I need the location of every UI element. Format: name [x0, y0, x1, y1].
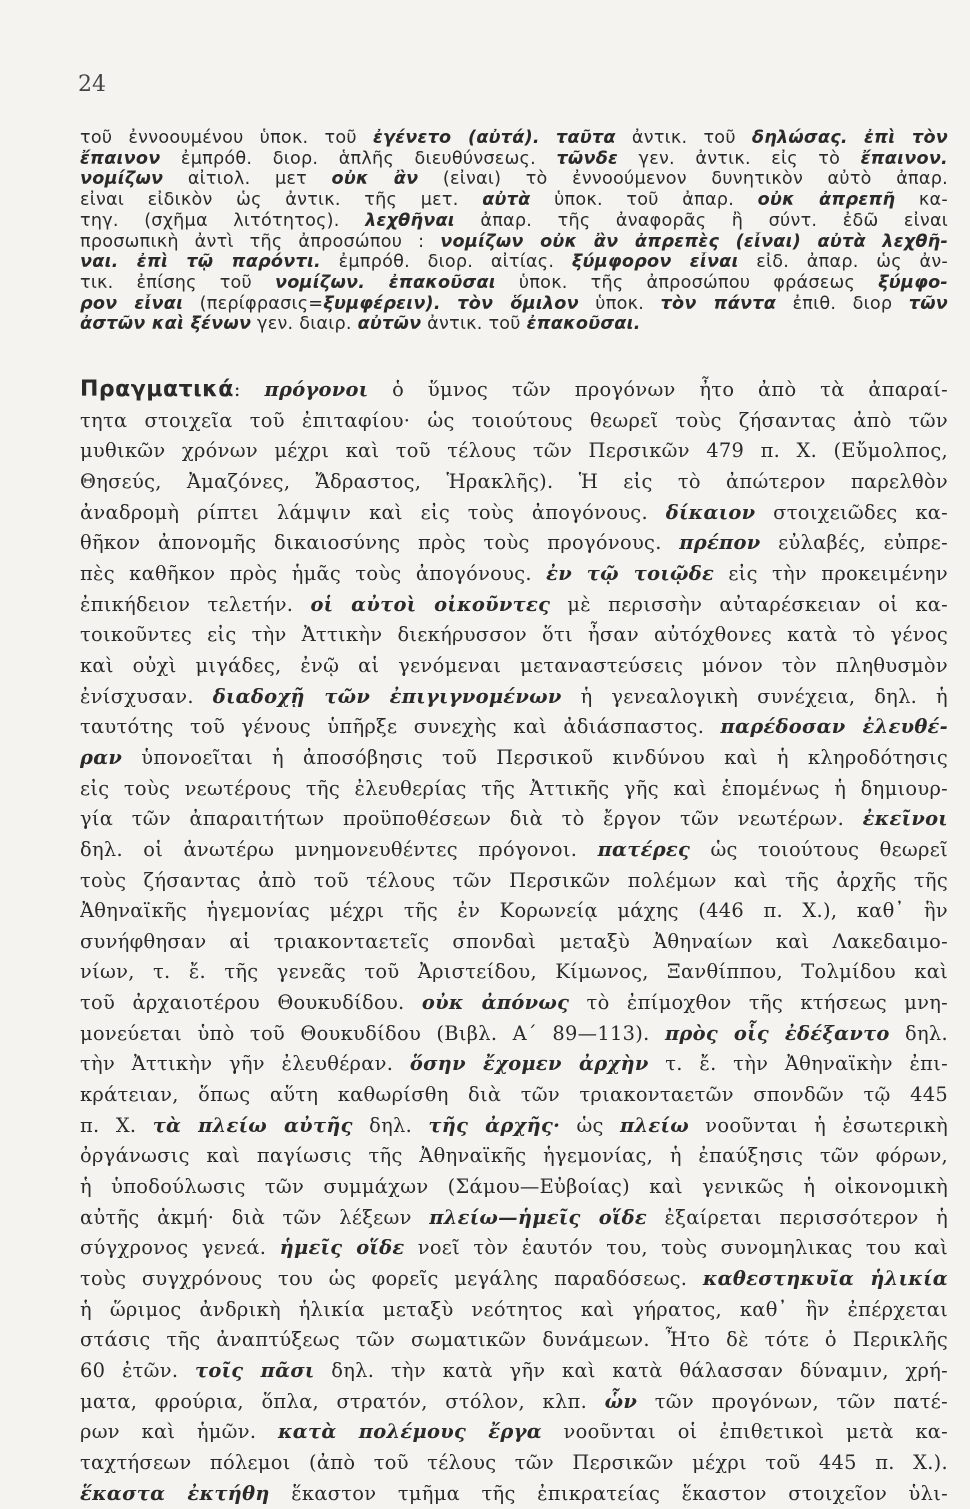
emphasized-term: ἐν τῷ τοιῷδε [546, 561, 715, 585]
emphasized-term: παρέδοσαν ἐλευθέ- [720, 715, 948, 739]
emphasized-term: ὧν [604, 1389, 638, 1413]
text-span: ὁ ὕμνος τῶν προγόνων ἦτο ἀπὸ τὰ ἀπαραί- [368, 378, 948, 401]
emphasized-term: ὅσην ἔχομεν ἀρχὴν [409, 1052, 649, 1076]
text-span: τοικοῦντες εἰς τὴν Ἀττικὴν διεκήρυσσον ὅτι ἦσαν αὐτόχθονες κατὰ τὸ γένος [80, 623, 948, 647]
text-line [80, 211, 948, 232]
commentary-section [80, 375, 948, 1509]
text-span: στάσις τῆς ἀναπτύξεως τῶν σωματικῶν δυνάμεων. Ἦτο δὲ τότε ὁ Περικλῆς [80, 1328, 948, 1352]
text-span [848, 128, 864, 148]
text-span: δηλ. τὴν κατὰ γῆν καὶ κατὰ θάλασσαν δύναμιν, χρή- [314, 1359, 948, 1382]
text-line [80, 467, 948, 498]
text-span: εἰς τοὺς νεωτέρους τῆς ἐλευθερίας τῆς Ἀττικῆς γῆς καὶ ἑπομένως ἡ δημιουρ- [80, 776, 948, 800]
text-line [80, 1264, 948, 1295]
text-span: τὸ ἐπίμοχθον τῆς κτήσεως μνη- [569, 991, 948, 1015]
text-span: ὑπονοεῖται ἡ ἀποσόβησις τοῦ Περσικοῦ κινδύνου καὶ ἡ κληροδότησις [122, 745, 948, 769]
text-line [80, 1325, 948, 1356]
text-line [80, 528, 948, 559]
text-span: αἰτιολ. μετ [163, 169, 332, 190]
text-span: σύγχρονος γενεά. [80, 1236, 280, 1260]
text-span: τοὺς ζήσαντας ἀπὸ τοῦ τέλους τῶν Περσικῶν πολέμων καὶ τῆς ἀρχῆς τῆς [80, 868, 948, 892]
text-line [80, 294, 948, 315]
emphasized-term: πρόγονοι [264, 378, 369, 401]
emphasized-term: ἕκαστα ἐκτήθη [80, 1481, 270, 1505]
emphasized-term: ἔπαινον [80, 148, 161, 169]
emphasized-term: ἐκεῖνοι [862, 807, 948, 831]
text-span: ἀπαρ. τῆς ἀναφορᾶς ἢ σύντ. ἐδῶ εἶναι [454, 210, 948, 231]
text-span: τηγ. (σχῆμα λιτότητος). [80, 210, 366, 231]
text-line [80, 190, 948, 211]
emphasized-term: ξύμφο- [878, 272, 948, 293]
text-line [80, 835, 948, 866]
emphasized-term: ξύμφορον εἶναι [571, 252, 739, 273]
emphasized-term: οὐκ ἀπόνως [421, 991, 570, 1015]
text-line [80, 406, 948, 437]
text-line [80, 682, 948, 713]
emphasized-term: ἔπαινον. [860, 148, 948, 169]
page-number: 24 [78, 72, 106, 97]
text-line [80, 1049, 948, 1080]
emphasized-term: αὐτὰ [482, 190, 531, 211]
text-span: πὲς καθῆκον πρὸς ἡμᾶς τοὺς ἀπογόνους. [80, 561, 547, 585]
text-span: κα- [895, 190, 948, 211]
emphasized-term: ρον εἶναι [80, 293, 184, 314]
text-span: νοοῦνται ἡ ἐσωτερικὴ [688, 1113, 948, 1137]
text-line [80, 590, 948, 621]
text-span: εἶναι εἰδικὸν ὡς ἀντικ. τῆς μετ. [80, 190, 483, 211]
emphasized-term: ἡμεῖς οἵδε [279, 1236, 405, 1260]
text-span: ἐμπρόθ. διορ. αἰτίας. [320, 252, 572, 273]
text-line [80, 1417, 948, 1448]
text-span: ἐμπρόθ. διορ. ἁπλῆς διευθύνσεως. [160, 148, 557, 169]
text-span: ἐπικήδειον τελετήν. [80, 592, 311, 616]
text-span: τοῦ ἐννοουμένου ὑποκ. τοῦ [80, 128, 373, 148]
text-span: εἰς τὴν προκειμένην [714, 561, 948, 585]
text-span: μὲ περισσὴν αὐταρέσκειαν οἱ κα- [550, 592, 948, 616]
emphasized-term: τὸν πάντα [660, 293, 777, 314]
text-span: Ἀθηναϊκῆς ἡγεμονίας μέχρι τῆς ἐν Κορωνείᾳ μάχης (446 π. Χ.), καθ᾽ ἣν [80, 899, 948, 923]
text-line [80, 804, 948, 835]
emphasized-term: νομίζων οὐκ ἂν ἀπρεπὲς (εἶναι) αὐτὰ λεχθῆ- [440, 231, 948, 252]
emphasized-term: οὐκ ἀπρεπῆ [757, 190, 896, 211]
emphasized-term: ξυμφέρειν). [323, 293, 441, 314]
emphasized-term: πλείω—ἡμεῖς οἵδε [429, 1205, 647, 1229]
text-line [80, 169, 948, 190]
emphasized-term: αὐτῶν [357, 314, 422, 335]
text-span: τητα στοιχεῖα τοῦ ἐπιταφίου· ὡς τοιούτους θεωρεῖ τοὺς ζήσαντας ἀπὸ τῶν [80, 408, 948, 432]
text-line [80, 774, 948, 805]
text-span: ὡς τοιούτους θεωρεῖ [690, 837, 948, 861]
emphasized-term: οἱ αὐτοὶ οἰκοῦντες [310, 592, 551, 616]
text-line [80, 149, 948, 170]
emphasized-term: πρὸς οἷς ἐδέξαντο [664, 1021, 890, 1045]
text-line [80, 1080, 948, 1111]
text-line [80, 866, 948, 897]
text-line [80, 232, 948, 253]
text-line [80, 1479, 948, 1509]
text-line [80, 1141, 948, 1172]
text-line [80, 375, 948, 406]
text-span: ἀντικ. τοῦ [615, 128, 752, 148]
text-span: αὐτῆς ἀκμή· διὰ τῶν λέξεων [80, 1205, 430, 1229]
emphasized-term: οὐκ ἂν [331, 169, 419, 190]
text-span: στοιχειῶδες κα- [755, 500, 948, 524]
text-span: ἀντικ. τοῦ [421, 314, 527, 335]
text-span: τῶν προγόνων, τῶν πατέ- [637, 1389, 948, 1413]
text-span [441, 294, 457, 314]
text-span: γία τῶν ἀπαραιτήτων προϋποθέσεων διὰ τὸ ἔργον τῶν νεωτέρων. [80, 807, 863, 831]
text-span: δηλ. οἱ ἀνωτέρω μνημονευθέντες πρόγονοι. [80, 837, 598, 861]
text-span: γεν. ἀντικ. εἰς τὸ [618, 148, 861, 169]
text-span: εἰδ. ἀπαρ. ὡς ἀν- [738, 252, 948, 273]
text-span: ἡ γενεαλογικὴ συνέχεια, δηλ. ἡ [561, 684, 948, 708]
text-span: π. Χ. [80, 1113, 153, 1137]
text-span: καὶ οὐχὶ μιγάδες, ἐνῷ αἱ γενόμεναι μεταναστεύσεις μόνον τὸν πληθυσμὸν [80, 653, 948, 677]
text-line [80, 273, 948, 294]
text-span: τοὺς συγχρόνους του ὡς φορεῖς μεγάλης παραδόσεως. [80, 1267, 703, 1291]
text-span [540, 128, 556, 148]
text-line [80, 743, 948, 774]
emphasized-term: τὰ πλείω αὐτῆς [152, 1113, 353, 1137]
text-span: θῆκον ἀπονομῆς δικαιοσύνης πρὸς τοὺς προγόνους. [80, 531, 680, 555]
text-line [80, 1356, 948, 1387]
text-line [80, 436, 948, 467]
emphasized-term: δίκαιον [665, 500, 756, 524]
text-span: ὑποκ. τῆς ἀπροσώπου φράσεως [495, 272, 879, 293]
text-span: δηλ. [889, 1021, 948, 1045]
text-span: (εἶναι) τὸ ἐννοούμενον δυνητικὸν αὐτὸ ἀπαρ. [418, 169, 948, 190]
text-span: δηλ. [352, 1113, 429, 1137]
text-span: Θησεύς, Ἀμαζόνες, Ἄδραστος, Ἡρακλῆς). Ἡ εἰς τὸ ἀπώτερον παρελθὸν [80, 469, 948, 493]
emphasized-term: τῶν [908, 293, 948, 314]
emphasized-term: πρέπον [679, 531, 761, 555]
emphasized-term: ἐπακοῦσαι. [526, 314, 641, 335]
text-span: ἡ ὑποδούλωσις τῶν συμμάχων (Σάμου—Εὐβοίας) καὶ γενικῶς ἡ οἰκονομικὴ [80, 1175, 948, 1199]
text-span: ταυτότης τοῦ γένους ὑπῆρξε συνεχὴς καὶ ἀδιάσπαστος. [80, 715, 721, 739]
text-line [80, 1448, 948, 1479]
emphasized-term: τοῖς πᾶσι [195, 1359, 315, 1382]
text-span: ἐπιθ. διορ [776, 293, 909, 314]
emphasized-term: τὸν ὅμιλον [457, 293, 579, 314]
text-span: 60 ἐτῶν. [80, 1359, 195, 1382]
emphasized-term: ἀστῶν καὶ ξένων [80, 314, 252, 335]
text-line [80, 1387, 948, 1418]
emphasized-term: κατὰ πολέμους ἔργα [277, 1420, 542, 1444]
text-line [80, 498, 948, 529]
emphasized-term: ταῦτα [556, 128, 616, 148]
text-line [80, 1111, 948, 1142]
text-line [80, 927, 948, 958]
emphasized-term: λεχθῆναι [365, 210, 455, 231]
text-span: ὀργάνωσις καὶ παγίωσις τῆς Ἀθηναϊκῆς ἡγεμονίας, ἡ ἐπαύξησις τῶν φόρων, [80, 1144, 948, 1168]
emphasized-term: τῆς ἀρχῆς· [428, 1113, 561, 1137]
text-line [80, 314, 948, 335]
text-line [80, 957, 948, 988]
text-span: τικ. ἐπίσης τοῦ [80, 272, 275, 293]
section-heading: Πραγματικά [80, 377, 234, 402]
text-span: ὑποκ. τοῦ ἀπαρ. [530, 190, 758, 211]
emphasized-term: καθεστηκυῖα ἡλικία [702, 1267, 948, 1291]
text-span: νίων, τ. ἔ. τῆς γενεᾶς τοῦ Ἀριστείδου, Κίμωνος, Ξανθίππου, Τολμίδου καὶ [80, 960, 948, 984]
text-line [80, 988, 948, 1019]
text-span: μυθικῶν χρόνων μέχρι καὶ τοῦ τέλους τῶν Περσικῶν 479 π. Χ. (Εὔμολπος, [80, 439, 948, 463]
emphasized-term: νομίζων [80, 169, 164, 190]
text-span: ματα, φρούρια, ὅπλα, στρατόν, στόλον, κλπ. [80, 1389, 605, 1413]
emphasized-term: πατέρες [597, 837, 691, 861]
text-span: : [233, 378, 265, 401]
text-span: ἐξαίρεται περισσότερον ἡ [646, 1205, 948, 1229]
emphasized-term: πλείω [620, 1113, 689, 1137]
text-span: μονεύεται ὑπὸ τοῦ Θουκυδίδου (Βιβλ. Α΄ 89—113). [80, 1021, 665, 1045]
text-line [80, 651, 948, 682]
text-span: ὡς [560, 1113, 621, 1137]
text-line [80, 712, 948, 743]
text-span: ρων καὶ ἡμῶν. [80, 1420, 278, 1444]
text-span: ἕκαστον τμῆμα τῆς ἐπικρατείας ἕκαστον στοιχεῖον ὑλι- [269, 1481, 948, 1505]
emphasized-term: ἐπὶ τὸν [863, 128, 948, 148]
text-span: (περίφρασις= [183, 293, 324, 314]
text-line [80, 559, 948, 590]
text-line [80, 1233, 948, 1264]
text-span: νοοῦνται οἱ ἐπιθετικοὶ μετὰ κα- [541, 1420, 948, 1444]
text-span: τὴν Ἀττικὴν γῆν ἐλευθέραν. [80, 1052, 410, 1076]
text-span: ἀναδρομὴ ρίπτει λάμψιν καὶ εἰς τοὺς ἀπογόνους. [80, 500, 666, 524]
text-span: νοεῖ τὸν ἑαυτόν του, τοὺς συνομηλικας του καὶ [404, 1236, 948, 1260]
text-span: συνήφθησαν αἱ τριακονταετεῖς σπονδαὶ μεταξὺ Ἀθηναίων καὶ Λακεδαιμο- [80, 929, 948, 953]
emphasized-term: ραν [80, 745, 123, 769]
emphasized-term: ἐγένετο (αὐτά). [372, 128, 540, 148]
text-line [80, 620, 948, 651]
text-span: γεν. διαιρ. [251, 314, 358, 335]
text-span: ἡ ὥριμος ἀνδρικὴ ἡλικία μεταξὺ νεότητος καὶ γήρατος, καθ᾽ ἣν ἐπέρχεται [80, 1297, 948, 1321]
emphasized-term: ναι. ἐπὶ τῷ παρόντι. [80, 252, 321, 273]
text-line [80, 128, 948, 149]
text-span: ταχτήσεων πόλεμοι (ἀπὸ τοῦ τέλους τῶν Περσικῶν μέχρι τοῦ 445 π. Χ.). [80, 1450, 948, 1474]
text-line [80, 1172, 948, 1203]
text-span: τ. ἔ. τὴν Ἀθηναϊκὴν ἐπι- [648, 1052, 948, 1076]
text-line [80, 1295, 948, 1326]
grammar-notes [80, 128, 948, 335]
text-span: κράτειαν, ὅπως αὕτη καθωρίσθη διὰ τῶν τριακονταετῶν σπονδῶν τῷ 445 [80, 1083, 948, 1107]
text-line [80, 1203, 948, 1234]
text-span: εὐλαβές, εὐπρε- [760, 531, 948, 555]
text-span: ἐνίσχυσαν. [80, 684, 213, 708]
text-line [80, 896, 948, 927]
text-span: προσωπικὴ ἀντὶ τῆς ἀπροσώπου : [80, 231, 441, 252]
text-line [80, 252, 948, 273]
text-line [80, 1019, 948, 1050]
emphasized-term: διαδοχῇ τῶν ἐπιγιγνομένων [212, 684, 562, 708]
emphasized-term: δηλώσας. [751, 128, 848, 148]
emphasized-term: νομίζων. ἐπακοῦσαι [274, 272, 496, 293]
text-span: τοῦ ἀρχαιοτέρου Θουκυδίδου. [80, 991, 422, 1015]
emphasized-term: τῶνδε [556, 148, 619, 169]
text-span: ὑποκ. [578, 293, 661, 314]
